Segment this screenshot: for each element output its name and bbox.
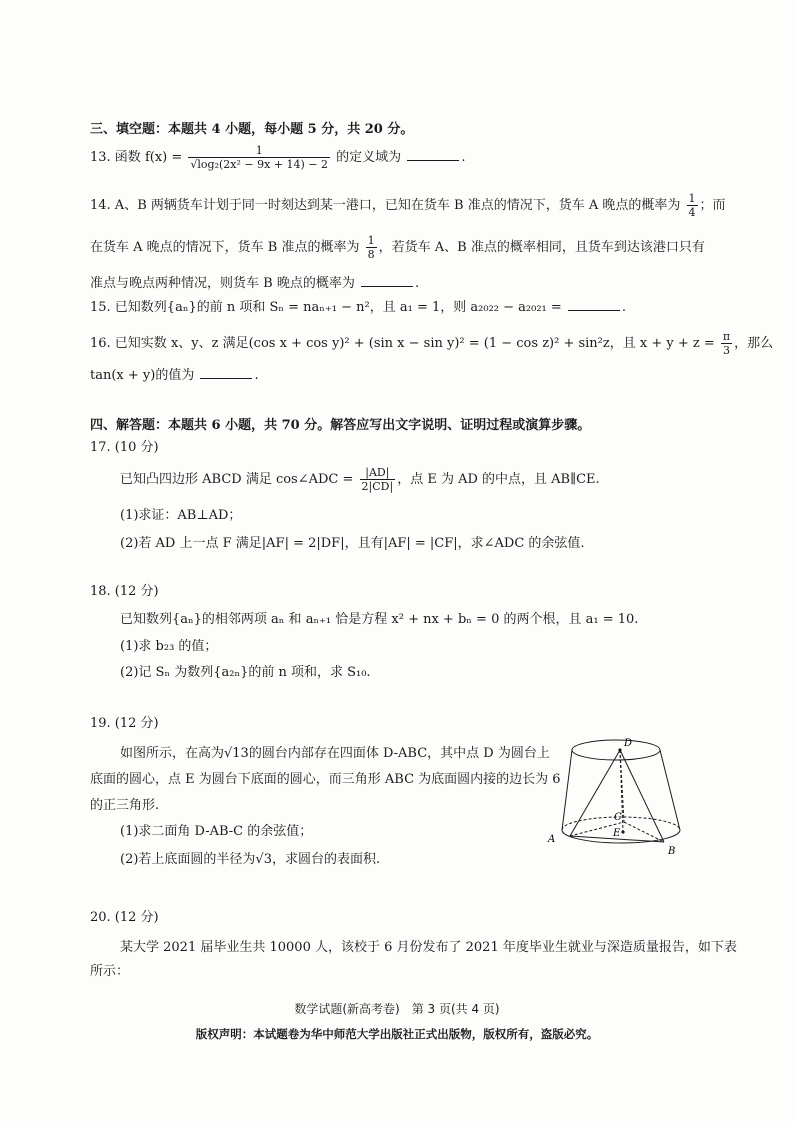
label-A: A: [548, 834, 556, 845]
q16-line1-text: 16. 已知实数 x、y、z 满足(cos x + cos y)² + (sin x − sin y)² = (1 − cos z)² + sin²z，且 x + y + z =: [90, 336, 715, 351]
question-13: 13. 函数 f(x) = $\frac{1}{\text{√log₂(2x² − 9x + 14) − 2}}$ 的定义域为 .: [90, 144, 466, 171]
footer-page-number: 数学试题(新高考卷) 第 3 页(共 4 页): [294, 1002, 500, 1016]
point-E: [621, 830, 624, 833]
q13-numerator: 1: [188, 144, 330, 158]
q20-line-1: 某大学 2021 届毕业生共 10000 人，该校于 6 月份发布了 2021 年度毕业生就业与深造质量报告，如下表: [120, 940, 737, 955]
question-16-line-2: tan(x + y)的值为 .: [90, 368, 259, 383]
q15-answer-blank: [568, 298, 620, 311]
q17-part-2: (2)若 AD 上一点 F 满足|AF| = 2|DF|，且有|AF| = |CF|，求∠ADC 的余弦值.: [120, 536, 585, 551]
q16-frac-numerator: π: [722, 330, 731, 343]
q20-header: 20. (12 分): [90, 910, 159, 925]
frustum-right-side: [660, 750, 680, 830]
question-14-line-3: 准点与晚点两种情况，则货车 B 晚点的概率为 .: [90, 276, 420, 291]
q14-frac1-denominator: 4: [688, 206, 696, 219]
q16-fraction: [721, 330, 732, 357]
q16-answer-blank: [200, 366, 252, 379]
q17-stem: [120, 466, 600, 493]
edge-DB: [620, 750, 664, 842]
q14-line2-text: 在货车 A 晚点的情况下，货车 B 准点的概率为: [90, 240, 360, 255]
q18-part-1: (1)求 b₂₃ 的值；: [120, 639, 218, 654]
q18-header: 18. (12 分): [90, 584, 159, 599]
q14-line1-text: 14. A、B 两辆货车计划于同一时刻达到某一港口，已知在货车 B 准点的情况下，货车 A 晚点的概率为: [90, 198, 681, 213]
q14-frac2-numerator: 1: [367, 234, 375, 247]
footer-copyright: 版权声明：本试题卷为华中师范大学出版社正式出版物，版权所有，盗版必究。: [195, 1027, 599, 1041]
edge-CB: [624, 822, 664, 842]
q17-frac-numerator: |AD|: [360, 466, 396, 480]
q14-line1-end: ；而: [699, 198, 726, 213]
question-16-line-1: [90, 330, 773, 357]
q19-stem-line-1: 如图所示，在高为√13的圆台内部存在四面体 D-ABC，其中点 D 为圆台上: [120, 746, 550, 761]
q20-line-2: 所示：: [90, 964, 130, 979]
q19-header: 19. (12 分): [90, 716, 159, 731]
q18-stem: 已知数列{aₙ}的相邻两项 aₙ 和 aₙ₊₁ 恰是方程 x² + nx + bₙ = 0 的两个根，且 a₁ = 10.: [120, 612, 639, 627]
frustum-left-side: [562, 750, 572, 830]
q13-fraction: [188, 144, 330, 171]
q17-header: 17. (10 分): [90, 440, 159, 455]
q17-fraction: [360, 466, 396, 493]
question-14-line-1: [90, 192, 726, 219]
section-3-heading: 三、填空题：本题共 4 小题，每小题 5 分，共 20 分。: [90, 122, 414, 137]
q16-frac-denominator: 3: [723, 344, 730, 357]
q14-frac1-numerator: 1: [688, 192, 696, 205]
label-D: D: [624, 738, 633, 749]
q13-prefix: 13. 函数 f(x) =: [90, 150, 183, 165]
q18-part-2: (2)记 Sₙ 为数列{a₂ₙ}的前 n 项和，求 S₁₀.: [120, 665, 371, 680]
q17-frac-denominator: 2|CD|: [361, 480, 394, 493]
q14-line2-end: ，若货车 A、B 准点的概率相同，且货车到达该港口只有: [378, 240, 705, 255]
question-15: 15. 已知数列{aₙ}的前 n 项和 Sₙ = naₙ₊₁ − n²，且 a₁ = 1，则 a₂₀₂₂ − a₂₀₂₁ = .: [90, 300, 627, 315]
question-14-line-2: [90, 234, 705, 261]
label-E: E: [613, 828, 621, 839]
q16-line1-end: ，那么: [734, 336, 774, 351]
q14-frac2-denominator: 8: [367, 248, 375, 261]
q17-part-1: (1)求证：AB⊥AD；: [120, 508, 242, 523]
q19-part-2: (2)若上底面圆的半径为√3，求圆台的表面积.: [120, 852, 381, 867]
q15-text: 15. 已知数列{aₙ}的前 n 项和 Sₙ = naₙ₊₁ − n²，且 a₁ = 1，则 a₂₀₂₂ − a₂₀₂₁ =: [90, 300, 562, 315]
q19-stem-line-3: 的正三角形.: [90, 798, 160, 813]
q17-stem-post: ，点 E 为 AD 的中点，且 AB∥CE.: [397, 472, 600, 487]
q14-answer-blank: [361, 274, 413, 287]
point-D: [618, 748, 621, 751]
q14-line3-text: 准点与晚点两种情况，则货车 B 晚点的概率为: [90, 276, 355, 291]
q14-fraction-2: [366, 234, 377, 261]
q19-part-1: (1)求二面角 D-AB-C 的余弦值；: [120, 824, 313, 839]
label-B: B: [668, 846, 676, 857]
q17-stem-pre: 已知凸四边形 ABCD 满足 cos∠ADC =: [120, 472, 354, 487]
q13-suffix: 的定义域为: [336, 150, 402, 165]
q14-fraction-1: [687, 192, 698, 219]
q16-line2-text: tan(x + y)的值为: [90, 368, 195, 383]
label-C: C: [614, 812, 622, 823]
q13-answer-blank: [407, 148, 459, 161]
q13-denominator: √log₂(2x² − 9x + 14) − 2: [190, 158, 329, 171]
edge-DA: [570, 750, 620, 836]
q19-stem-line-2: 底面的圆心，点 E 为圆台下底面的圆心，而三角形 ABC 为底面圆内接的边长为 6: [90, 772, 561, 787]
frustum-figure: [540, 730, 700, 860]
section-4-heading: 四、解答题：本题共 6 小题，共 70 分。解答应写出文字说明、证明过程或演算步骤。: [90, 418, 591, 433]
